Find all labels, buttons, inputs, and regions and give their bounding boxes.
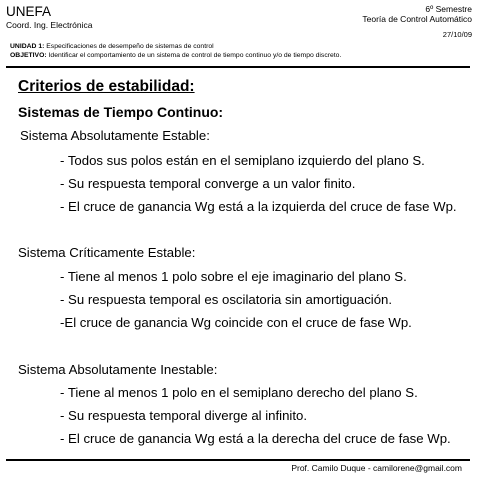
course-name: Teoría de Control Automático — [362, 14, 472, 24]
list-item: - El cruce de ganancia Wg está a la derecha del cruce de fase Wp. — [60, 431, 451, 446]
list-item: - Tiene al menos 1 polo en el semiplano derecho del plano S. — [60, 385, 418, 400]
objective-text: Identificar el comportamiento de un sistema de control de tiempo continuo y/o de tiempo discreto. — [46, 52, 342, 59]
section-subheading: Sistemas de Tiempo Continuo: — [18, 104, 224, 120]
unit-label: UNIDAD 1: — [10, 43, 45, 50]
institution-title: UNEFA — [6, 4, 52, 19]
list-item: - Todos sus polos están en el semiplano izquierdo del plano S. — [60, 153, 425, 168]
list-item: - El cruce de ganancia Wg está a la izquierda del cruce de fase Wp. — [60, 199, 457, 214]
section-title-critical: Sistema Críticamente Estable: — [18, 245, 196, 260]
list-item: - Su respuesta temporal converge a un valor finito. — [60, 176, 356, 191]
list-item: - Su respuesta temporal es oscilatoria sin amortiguación. — [60, 292, 393, 307]
section-title-stable: Sistema Absolutamente Estable: — [20, 128, 210, 143]
list-item: -El cruce de ganancia Wg coincide con el cruce de fase Wp. — [60, 315, 412, 330]
section-title-unstable: Sistema Absolutamente Inestable: — [18, 362, 218, 377]
author-footer: Prof. Camilo Duque - camilorene@gmail.com — [291, 463, 462, 473]
semester-label: 6º Semestre — [425, 4, 472, 14]
footer-divider — [6, 459, 470, 461]
list-item: - Tiene al menos 1 polo sobre el eje imaginario del plano S. — [60, 269, 407, 284]
objective-line — [10, 52, 341, 61]
department-name: Coord. Ing. Electrónica — [6, 20, 93, 30]
objective-label: OBJETIVO: — [10, 52, 47, 59]
page-heading: Criterios de estabilidad: — [18, 78, 195, 95]
header-divider — [6, 66, 470, 68]
document-date: 27/10/09 — [442, 30, 472, 39]
unit-text: Especificaciones de desempeño de sistemas de control — [44, 43, 214, 50]
unit-line — [10, 43, 214, 52]
list-item: - Su respuesta temporal diverge al infinito. — [60, 408, 308, 423]
